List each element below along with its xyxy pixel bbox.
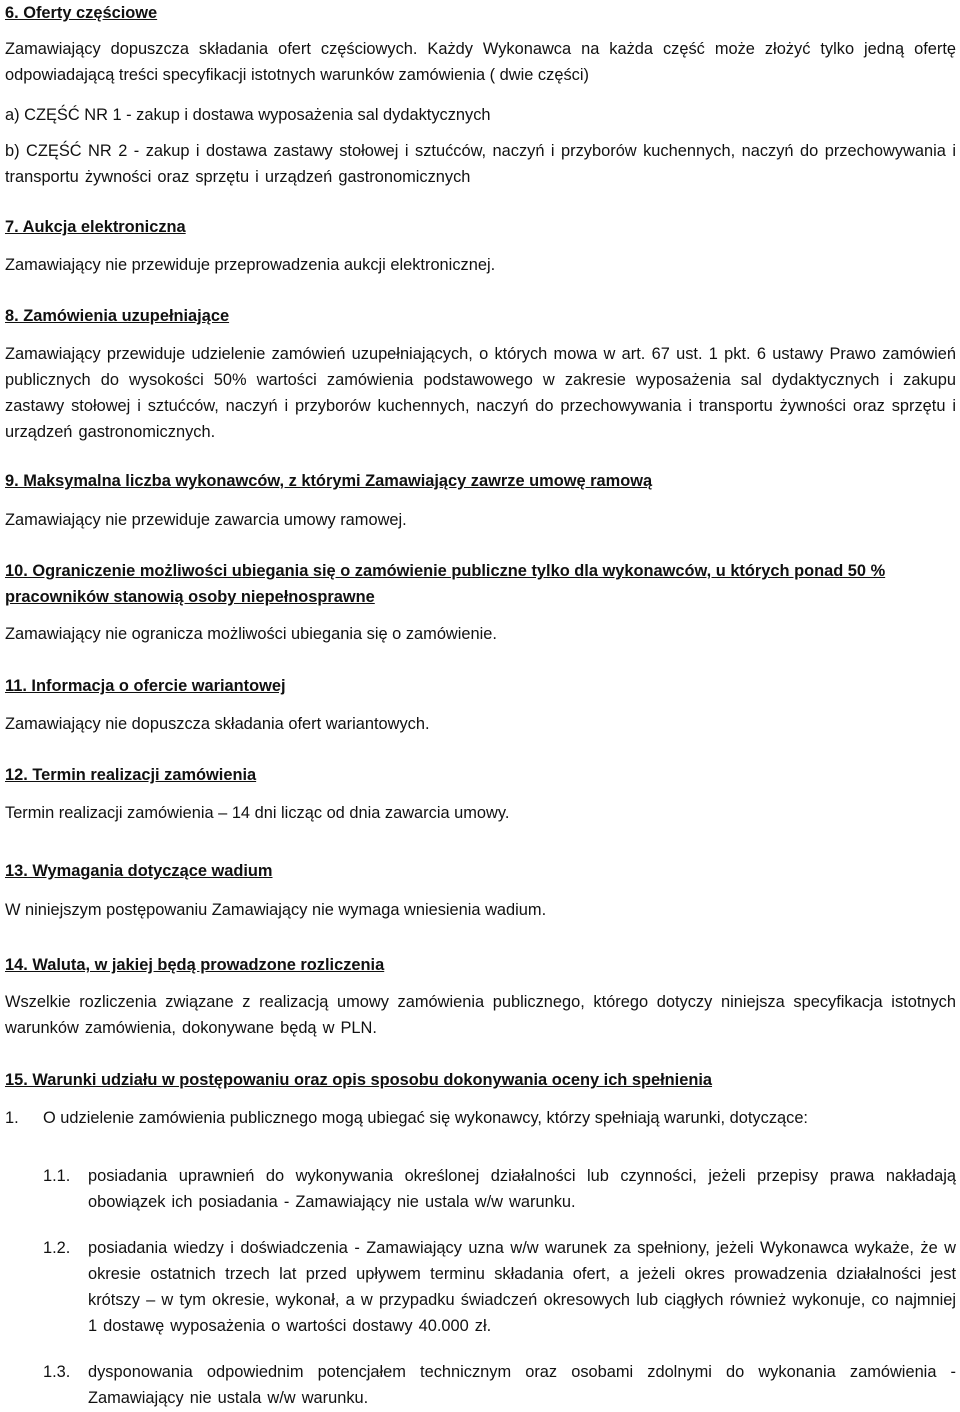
section-13-heading: 13. Wymagania dotyczące wadium [5, 862, 273, 880]
section-8-paragraph: Zamawiający przewiduje udzielenie zamówień uzupełniających, o których mowa w art. 67 ust. 1 pkt. 6 ustawy Prawo zamówień publicznych do wysokości 50% wartości zamówienia podstawowego w zakresie wyposażenia sal dydaktycznych i zakupu zastawy stołowej i sztućców, naczyń i przyborów kuchennych, naczyń do przechowywania i transportu żywności oraz sprzętu i urządzeń gastronomicznych. [5, 345, 956, 441]
section-15-heading: 15. Warunki udziału w postępowaniu oraz opis sposobu dokonywania oceny ich spełnienia [5, 1071, 713, 1089]
list-number: 1. [5, 1109, 19, 1127]
section-14-paragraph: Wszelkie rozliczenia związane z realizacją umowy zamówienia publicznego, którego dotyczy niniejsza specyfikacja istotnych warunków zamówienia, dokonywane będą w PLN. [5, 993, 956, 1037]
section-6-part-a: a) CZĘŚĆ NR 1 - zakup i dostawa wyposażenia sal dydaktycznych [5, 106, 491, 124]
list-number: 1.3. [43, 1363, 71, 1381]
section-9-heading: 9. Maksymalna liczba wykonawców, z którymi Zamawiający zawrze umowę ramową [5, 472, 653, 490]
section-6-heading: 6. Oferty częściowe [5, 4, 158, 22]
list-number: 1.2. [43, 1239, 71, 1257]
section-7-paragraph: Zamawiający nie przewiduje przeprowadzenia aukcji elektronicznej. [5, 256, 496, 274]
section-13-paragraph: W niniejszym postępowaniu Zamawiający nie wymaga wniesienia wadium. [5, 901, 547, 919]
section-10-heading: 10. Ograniczenie możliwości ubiegania się o zamówienie publiczne tylko dla wykonawców, u których ponad 50 % pracowników stanowią osoby niepełnosprawne [5, 562, 886, 606]
list-text: dysponowania odpowiednim potencjałem technicznym oraz osobami zdolnymi do wykonania zamówienia - Zamawiający nie ustala w/w warunku. [88, 1363, 956, 1407]
section-7-heading: 7. Aukcja elektroniczna [5, 218, 186, 236]
section-6-paragraph: Zamawiający dopuszcza składania ofert częściowych. Każdy Wykonawca na każda część może złożyć tylko jedną ofertę odpowiadającą treści specyfikacji istotnych warunków zamówienia ( dwie części) [5, 40, 956, 84]
section-12-heading: 12. Termin realizacji zamówienia [5, 766, 257, 784]
section-6-part-b: b) CZĘŚĆ NR 2 - zakup i dostawa zastawy stołowej i sztućców, naczyń i przyborów kuchennych, naczyń do przechowywania i transportu żywności oraz sprzętu i urządzeń gastronomicznych [5, 142, 956, 186]
section-12-paragraph: Termin realizacji zamówienia – 14 dni licząc od dnia zawarcia umowy. [5, 804, 510, 822]
section-9-paragraph: Zamawiający nie przewiduje zawarcia umowy ramowej. [5, 511, 407, 529]
list-text: posiadania uprawnień do wykonywania określonej działalności lub czynności, jeżeli przepisy prawa nakładają obowiązek ich posiadania - Zamawiający nie ustala w/w warunku. [88, 1167, 956, 1211]
section-11-heading: 11. Informacja o ofercie wariantowej [5, 677, 286, 695]
section-11-paragraph: Zamawiający nie dopuszcza składania ofert wariantowych. [5, 715, 430, 733]
section-10-paragraph: Zamawiający nie ogranicza możliwości ubiegania się o zamówienie. [5, 625, 497, 643]
list-text: O udzielenie zamówienia publicznego mogą ubiegać się wykonawcy, którzy spełniają warunki, dotyczące: [43, 1109, 808, 1127]
section-8-heading: 8. Zamówienia uzupełniające [5, 307, 230, 325]
section-14-heading: 14. Waluta, w jakiej będą prowadzone rozliczenia [5, 956, 385, 974]
list-text: posiadania wiedzy i doświadczenia - Zamawiający uzna w/w warunek za spełniony, jeżeli Wykonawca wykaże, że w okresie ostatnich trzech lat przed upływem terminu składania ofert, a jeżeli okres prowadzenia działalności jest krótszy – w tym okresie, wykonał, a w przypadku świadczeń okresowych lub ciągłych również wykonuje, co najmniej 1 dostawę wyposażenia o wartości dostawy 40.000 zł. [88, 1239, 956, 1335]
list-number: 1.1. [43, 1167, 71, 1185]
